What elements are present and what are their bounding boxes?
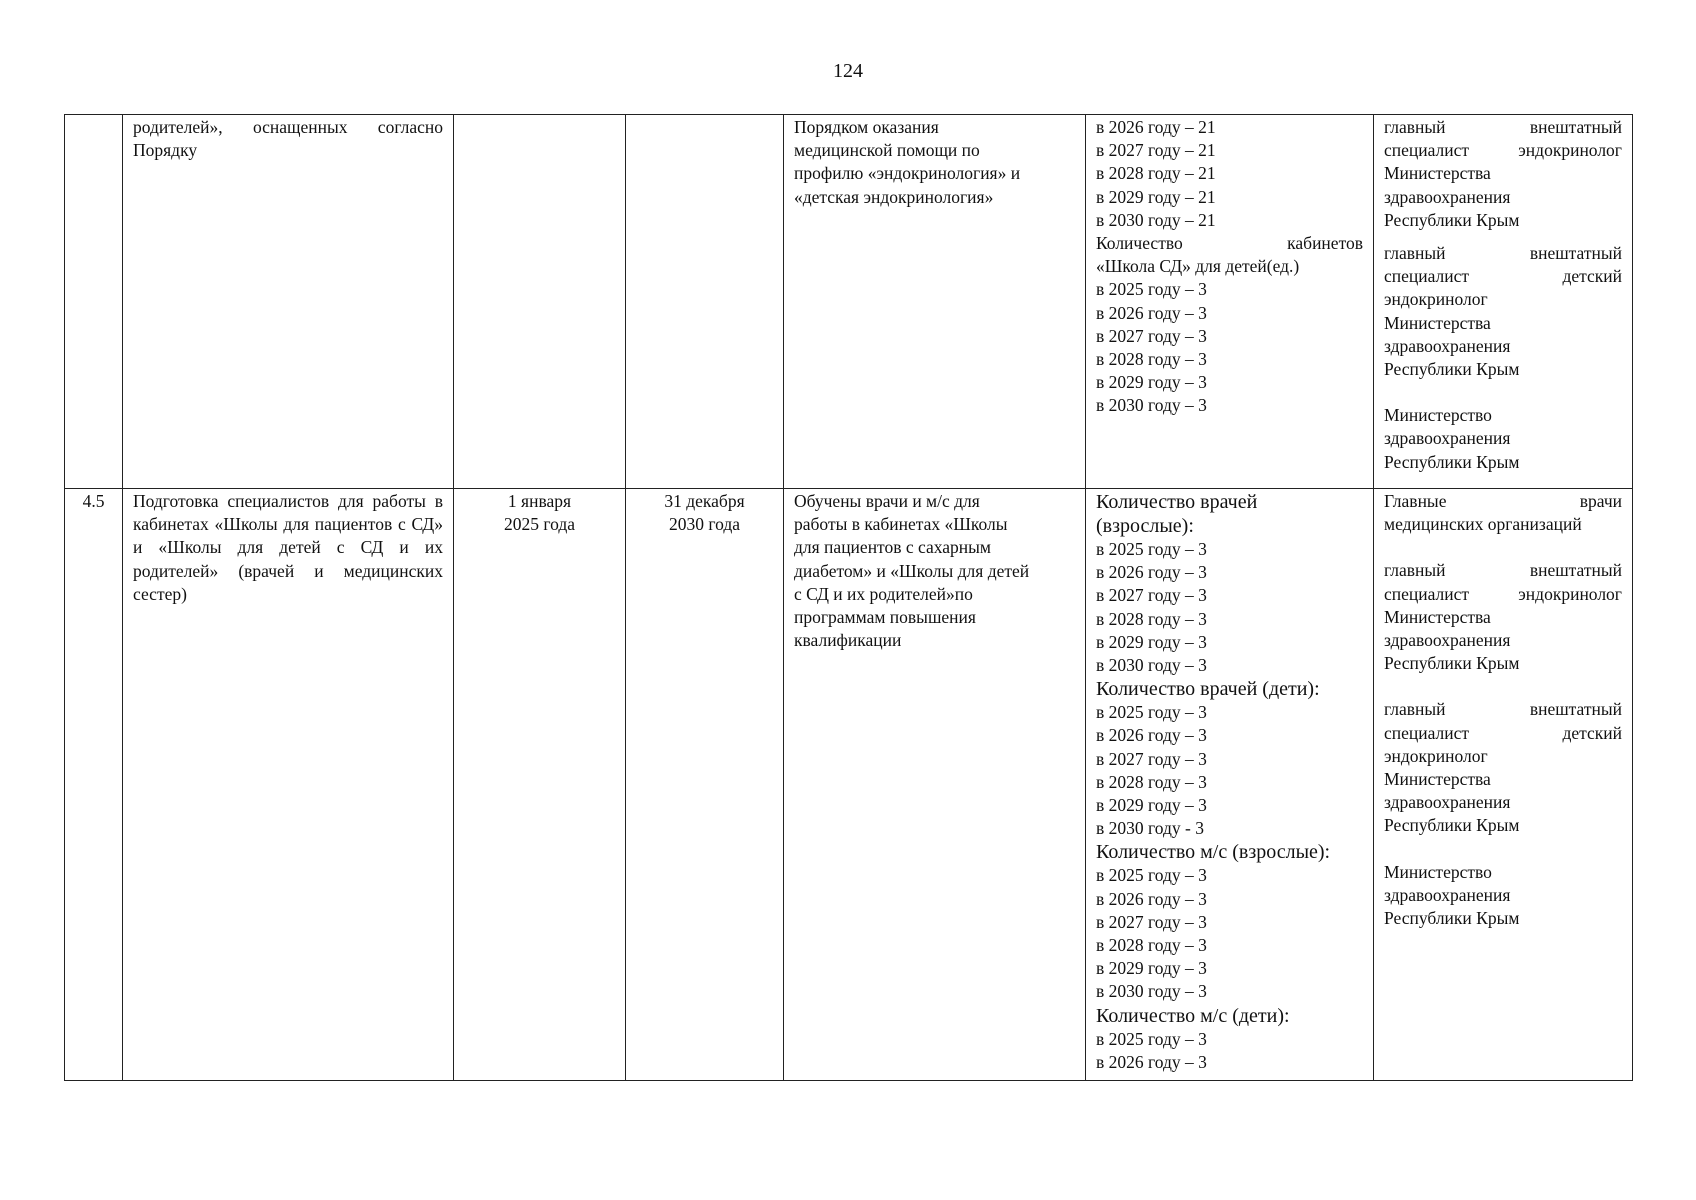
responsible-line: Республики Крым (1384, 359, 1520, 380)
responsible-line: специалист детский (1384, 722, 1622, 743)
indicator-line: в 2030 году - 3 (1096, 818, 1204, 839)
indicator-line: в 2027 году – 21 (1096, 140, 1216, 161)
indicator-line: в 2027 году – 3 (1096, 911, 1207, 932)
start-date-line: 2025 года (503, 514, 576, 535)
responsible-line: Республики Крым (1384, 908, 1520, 929)
responsible-line: здравоохранения (1384, 186, 1511, 207)
responsible-line: Министерство (1384, 405, 1492, 426)
result-line: для пациентов с сахарным (794, 537, 991, 558)
indicator-line: в 2029 году – 3 (1096, 631, 1207, 652)
indicator-line: в 2030 году – 3 (1096, 655, 1207, 676)
item-number-cell (65, 115, 123, 489)
responsible-line: специалист эндокринолог (1384, 583, 1622, 604)
result-line: профилю «эндокринология» и (794, 163, 1021, 184)
end-date-line: 31 декабря (664, 491, 745, 511)
indicator-group-heading: Количество м/с (взрослые): (1096, 841, 1331, 864)
indicator-line: в 2026 году – 3 (1096, 888, 1207, 909)
result-line: квалификации (794, 630, 902, 651)
table-row (65, 489, 1633, 1081)
indicator-line: в 2026 году – 3 (1096, 302, 1207, 323)
responsible-line: Министерства (1384, 312, 1491, 333)
indicator-line: в 2028 году – 3 (1096, 935, 1207, 956)
indicator-line: в 2025 году – 3 (1096, 279, 1207, 300)
indicator-line: в 2029 году – 3 (1096, 795, 1207, 816)
result-line: Обучены врачи и м/с для (794, 491, 980, 511)
indicator-heading-left: Количество (1096, 233, 1183, 254)
responsible-line: Министерства (1384, 163, 1491, 184)
indicator-group-heading: Количество м/с (дети): (1096, 1004, 1290, 1027)
indicators-cell (1086, 489, 1374, 1081)
result-line: «детская эндокринология» (794, 186, 994, 207)
indicator-line: в 2029 году – 21 (1096, 186, 1216, 207)
indicator-line: в 2027 году – 3 (1096, 585, 1207, 606)
indicator-line: в 2025 году – 3 (1096, 539, 1207, 559)
start-date-cell (454, 115, 626, 489)
activity-cell: родителей», оснащенных согласно Порядку (123, 115, 454, 489)
responsible-line: Республики Крым (1384, 209, 1520, 230)
result-line: Порядком оказания (794, 117, 939, 137)
responsible-line: здравоохранения (1384, 335, 1511, 356)
result-line: медицинской помощи по (794, 140, 980, 161)
indicator-line: в 2027 году – 3 (1096, 325, 1207, 346)
indicator-line: в 2026 году – 3 (1096, 1051, 1207, 1072)
indicator-heading (1096, 232, 1363, 255)
responsible-line: эндокринолог (1384, 745, 1488, 766)
indicator-group-heading: Количество врачей (дети): (1096, 678, 1320, 701)
indicator-heading-right: кабинетов (1287, 233, 1363, 254)
result-line: работы в кабинетах «Школы (794, 514, 1008, 535)
start-date-line: 1 января (507, 491, 572, 511)
plan-table (64, 114, 1633, 1081)
indicator-line: в 2030 году – 3 (1096, 395, 1207, 416)
responsible-cell (1374, 489, 1633, 1081)
indicator-line: в 2025 году – 3 (1096, 1028, 1207, 1049)
indicator-line: в 2028 году – 3 (1096, 771, 1207, 792)
responsible-line: медицинских организаций (1384, 514, 1582, 535)
end-date-cell (626, 489, 784, 1081)
result-cell (784, 115, 1086, 489)
responsible-line: эндокринолог (1384, 289, 1488, 310)
indicator-line: в 2025 году – 3 (1096, 702, 1207, 723)
indicator-group-heading: (взрослые): (1096, 515, 1194, 537)
responsible-line: главный внештатный (1384, 117, 1622, 137)
responsible-line: здравоохранения (1384, 630, 1511, 651)
responsible-line: главный внештатный (1384, 560, 1622, 581)
indicator-line: в 2029 году – 3 (1096, 958, 1207, 979)
indicator-line: в 2026 году – 3 (1096, 725, 1207, 746)
responsible-line: Республики Крым (1384, 815, 1520, 836)
responsible-line: Министерства (1384, 769, 1491, 790)
responsible-line: здравоохранения (1384, 428, 1511, 449)
result-line: программам повышения (794, 607, 976, 628)
result-line: диабетом» и «Школы для детей (794, 560, 1030, 581)
end-date-cell (626, 115, 784, 489)
indicator-line: в 2029 году – 3 (1096, 372, 1207, 393)
indicator-line: в 2026 году – 3 (1096, 562, 1207, 583)
indicator-line: в 2030 году – 21 (1096, 209, 1216, 230)
indicator-line: в 2028 году – 3 (1096, 608, 1207, 629)
indicator-line: в 2027 году – 3 (1096, 748, 1207, 769)
activity-cell: Подготовка специалистов для работы в кабинетах «Школы для пациентов с СД» и «Школы для детей с СД и их родителей» (врачей и медицинских сестер) (123, 489, 454, 1081)
table-row (65, 115, 1633, 489)
indicator-group-heading: Количество врачей (1096, 491, 1258, 513)
responsible-line: здравоохранения (1384, 884, 1511, 905)
responsible-cell (1374, 115, 1633, 489)
responsible-line: Министерство (1384, 861, 1492, 882)
responsible-line: специалист детский (1384, 266, 1622, 287)
indicator-line: в 2028 году – 3 (1096, 349, 1207, 370)
page-number: 124 (833, 60, 863, 82)
responsible-line: главный внештатный (1384, 243, 1622, 264)
responsible-line: Главные врачи (1384, 491, 1622, 511)
responsible-line: специалист эндокринолог (1384, 140, 1622, 161)
end-date-line: 2030 года (668, 514, 741, 535)
indicator-line: в 2025 году – 3 (1096, 865, 1207, 886)
responsible-line: Министерства (1384, 606, 1491, 627)
result-cell (784, 489, 1086, 1081)
indicator-line: в 2030 году – 3 (1096, 981, 1207, 1002)
responsible-line: главный внештатный (1384, 699, 1622, 720)
indicator-line: в 2026 году – 21 (1096, 117, 1216, 137)
indicator-heading-second: «Школа СД» для детей(ед.) (1096, 256, 1300, 277)
responsible-line: Республики Крым (1384, 451, 1520, 472)
start-date-cell (454, 489, 626, 1081)
indicators-cell (1086, 115, 1374, 489)
responsible-line: Республики Крым (1384, 653, 1520, 674)
indicator-line: в 2028 году – 21 (1096, 163, 1216, 184)
item-number-cell: 4.5 (65, 489, 123, 1081)
result-line: с СД и их родителей»по (794, 583, 973, 604)
responsible-line: здравоохранения (1384, 792, 1511, 813)
